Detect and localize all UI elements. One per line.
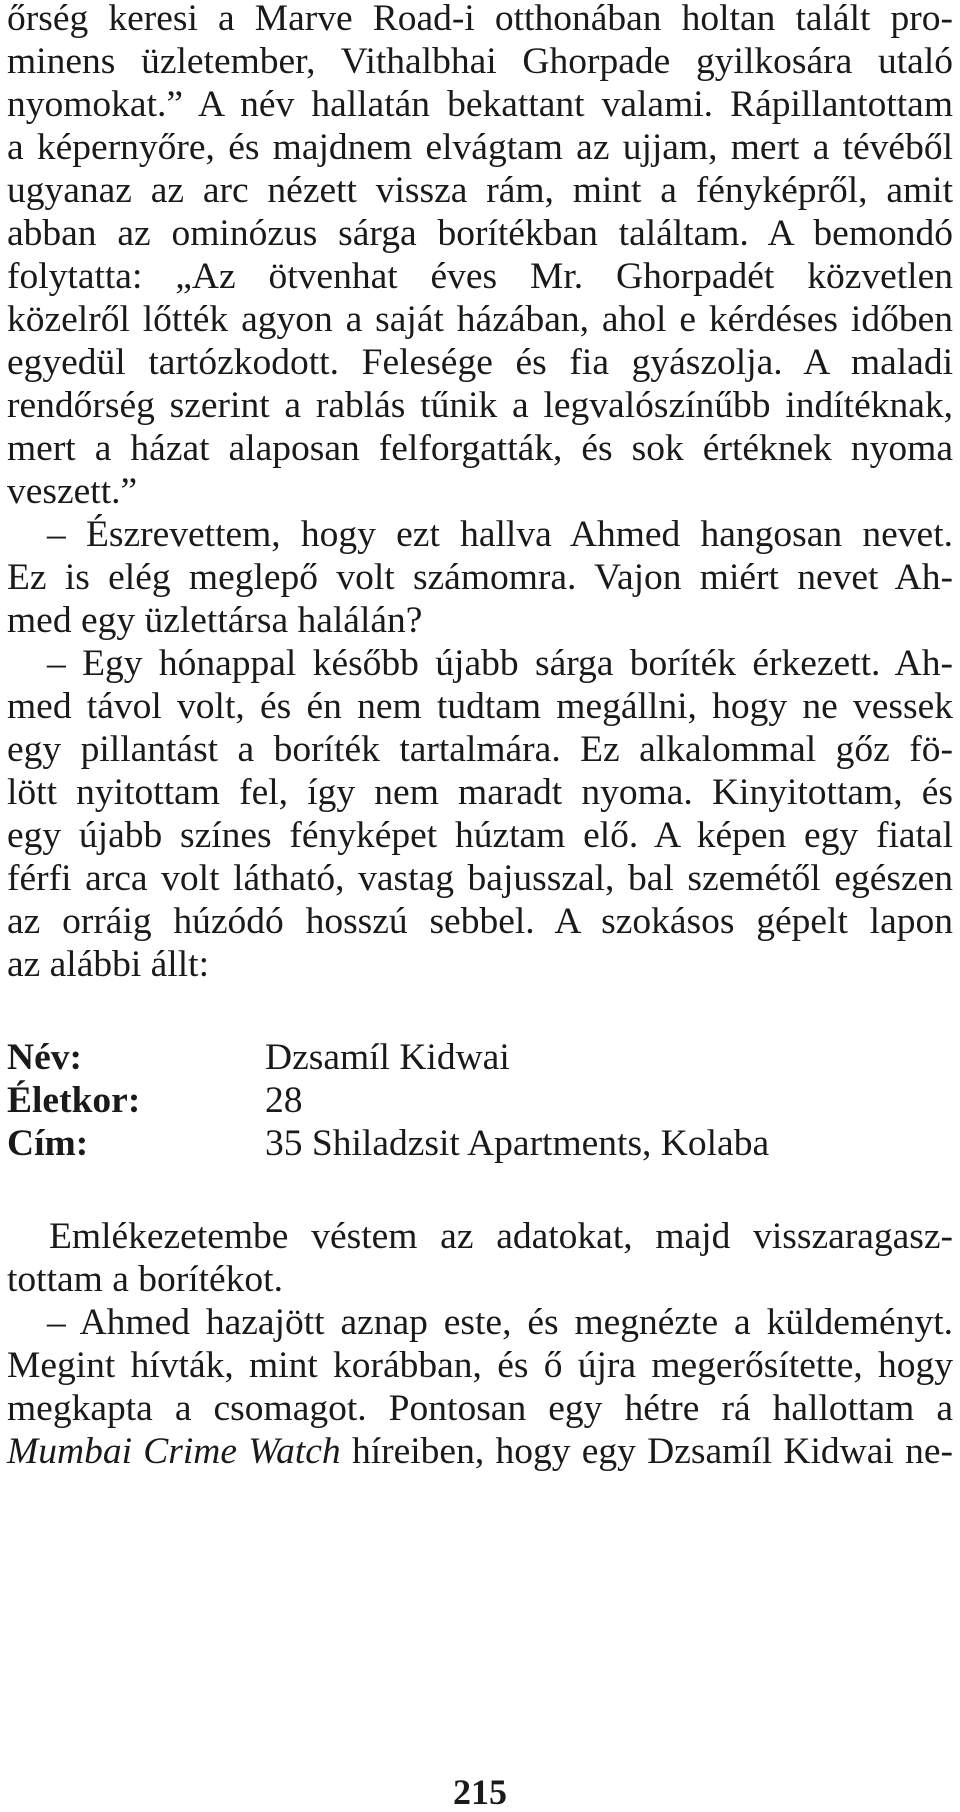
text-line: férfi arca volt látható, vastag bajusszal, bal szemétől egészen (7, 858, 953, 899)
record-value: Dzsamíl Kidwai (265, 1037, 510, 1078)
text-line: egy újabb színes fényképet húztam elő. A képen egy fiatal (7, 815, 953, 856)
text-line: az alábbi állt: (7, 944, 209, 985)
text-line: nyomokat.” A név hallatán bekattant valami. Rápillantottam (7, 84, 953, 125)
text-line: a képernyőre, és majdnem elvágtam az ujjam, mert a tévéből (7, 127, 953, 168)
text-line: Megint hívták, mint korábban, és ő újra megerősítette, hogy (7, 1345, 953, 1386)
text-line: tottam a borítékot. (7, 1259, 283, 1300)
text-line: egyedül tartózkodott. Felesége és fia gyászolja. A maladi (7, 342, 953, 383)
text-line: – Egy hónappal később újabb sárga boríték érkezett. Ah- (47, 643, 953, 684)
text-line: med egy üzlettársa halálán? (7, 600, 423, 641)
record-value: 28 (265, 1080, 303, 1121)
text-line: megkapta a csomagot. Pontosan egy hétre rá hallottam a (7, 1388, 953, 1429)
text-line: mert a házat alaposan felforgatták, és sok értéknek nyoma (7, 428, 953, 469)
text-line: őrség keresi a Marve Road-i otthonában holtan talált pro- (7, 0, 953, 39)
text-line: veszett.” (7, 471, 138, 512)
text-line: abban az ominózus sárga borítékban találtam. A bemondó (7, 213, 953, 254)
italic-title: Mumbai Crime Watch (7, 1431, 341, 1472)
text-line: Emlékezetembe véstem az adatokat, majd visszaragasz- (49, 1216, 953, 1257)
record-label: Cím: (7, 1123, 89, 1164)
record-value: 35 Shiladzsit Apartments, Kolaba (265, 1123, 770, 1164)
text-line: – Ahmed hazajött aznap este, és megnézte a küldeményt. (47, 1302, 953, 1343)
text-line: lött nyitottam fel, így nem maradt nyoma. Kinyitottam, és (7, 772, 953, 813)
text-line: az orráig húzódó hosszú sebbel. A szokásos gépelt lapon (7, 901, 953, 942)
text-line: rendőrség szerint a rablás tűnik a legvalószínűbb indítéknak, (7, 385, 953, 426)
text-line: közelről lőtték agyon a saját házában, ahol e kérdéses időben (7, 299, 953, 340)
page-number: 215 (453, 1772, 507, 1812)
text-line: minens üzletember, Vithalbhai Ghorpade gyilkosára utaló (7, 41, 953, 82)
text-line: Ez is elég meglepő volt számomra. Vajon miért nevet Ah- (7, 557, 953, 598)
text-line: ugyanaz az arc nézett vissza rám, mint a fényképről, amit (7, 170, 953, 211)
record-label: Név: (7, 1037, 82, 1078)
text-line (7, 1427, 953, 1477)
text-line: – Észrevettem, hogy ezt hallva Ahmed hangosan nevet. (47, 514, 953, 555)
text-line-rest: híreiben, hogy egy Dzsamíl Kidwai ne- (340, 1431, 953, 1472)
text-line: egy pillantást a boríték tartalmára. Ez alkalommal gőz fö- (7, 729, 953, 770)
record-label: Életkor: (7, 1080, 141, 1121)
text-line: folytatta: „Az ötvenhat éves Mr. Ghorpadét közvetlen (7, 256, 953, 297)
text-line: med távol volt, és én nem tudtam megállni, hogy ne vessek (7, 686, 953, 727)
